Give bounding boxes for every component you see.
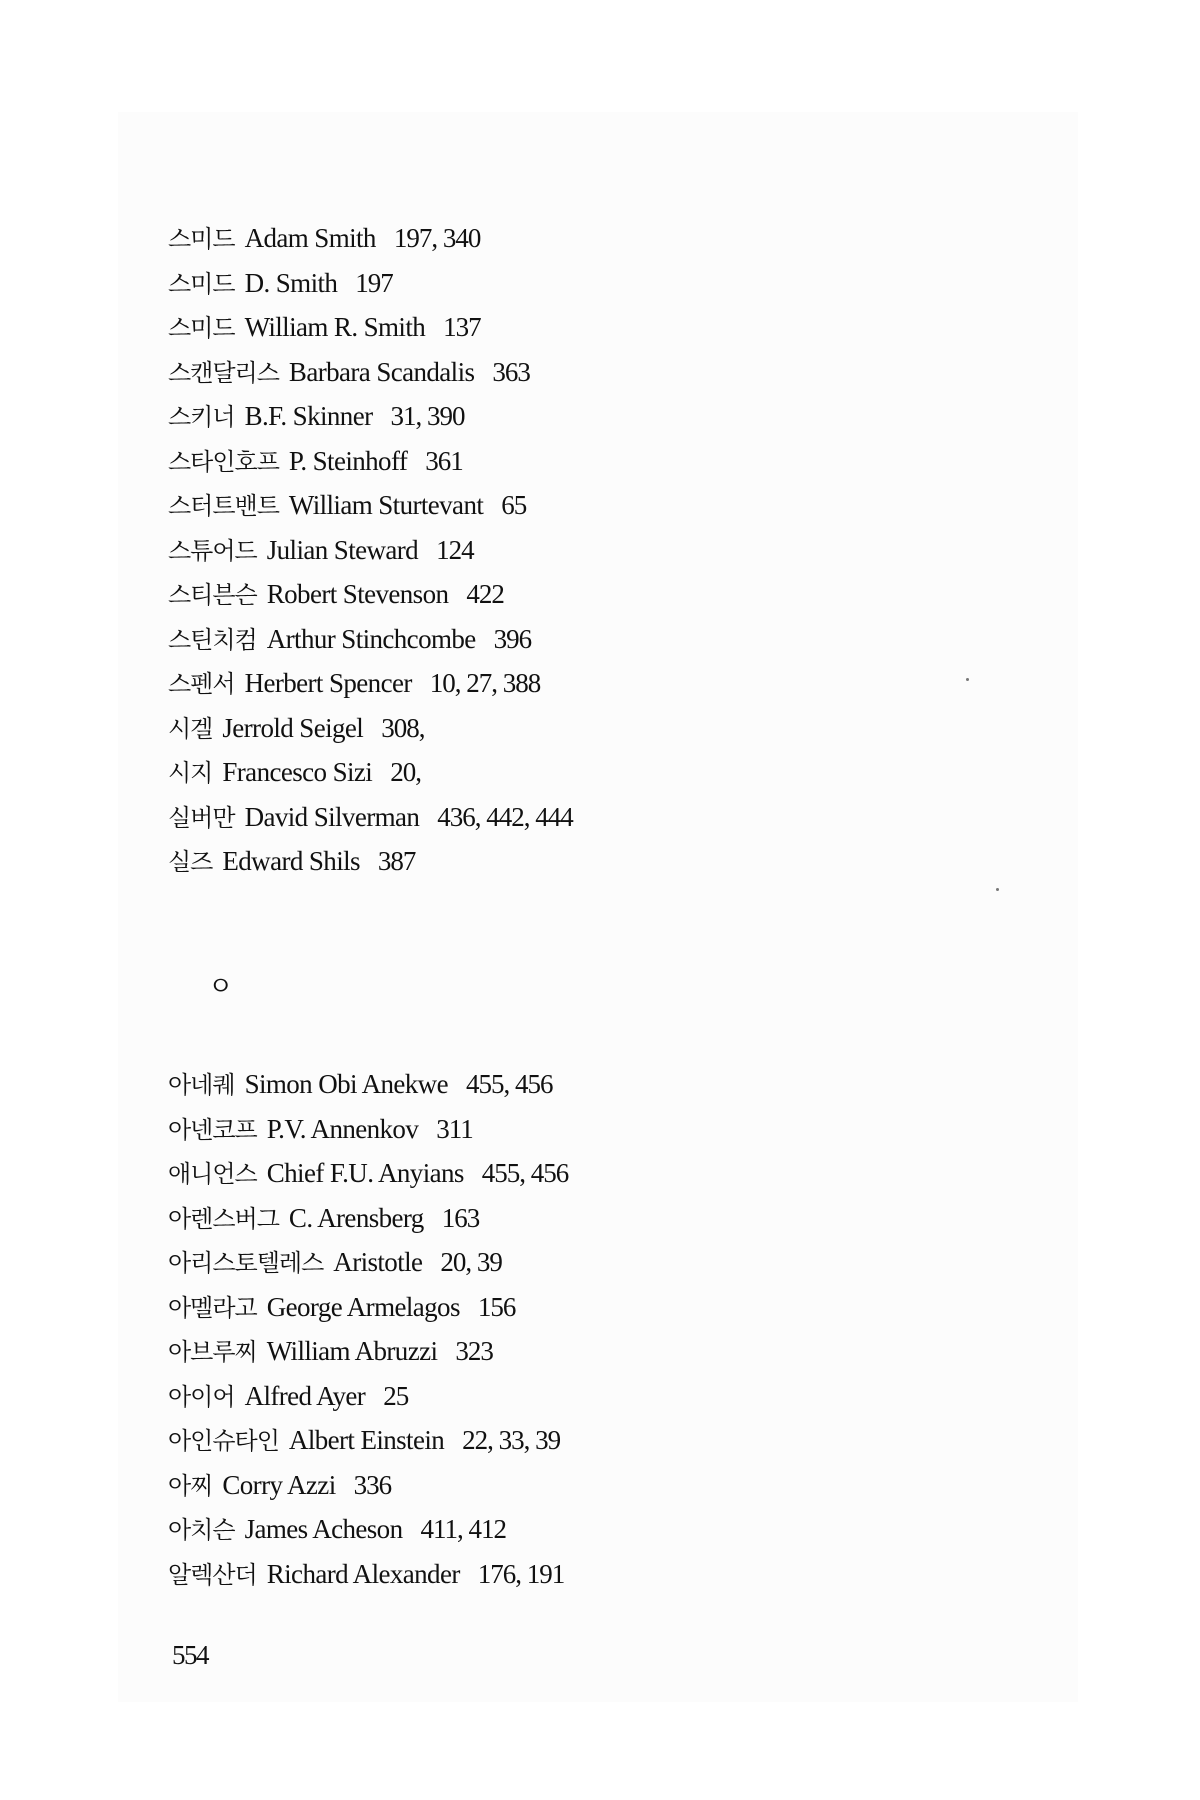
page-references: 436, 442, 444 (437, 801, 573, 832)
index-entry (168, 661, 988, 706)
korean-name: 아넨코프 (168, 1115, 257, 1144)
index-section-s (168, 216, 988, 884)
page-references: 176, 191 (477, 1558, 565, 1589)
page-references: 387 (377, 846, 416, 876)
korean-name: 알렉산더 (168, 1560, 257, 1589)
index-entry (168, 1240, 988, 1285)
english-name: Jerrold Seigel (222, 712, 364, 743)
korean-name: 아네퀘 (168, 1071, 235, 1099)
page-references: 363 (492, 356, 530, 387)
english-name: James Acheson (244, 1514, 403, 1544)
korean-name: 스틴치컴 (168, 625, 257, 654)
index-entry (168, 261, 988, 306)
korean-name: 스튜어드 (168, 536, 257, 565)
page-references: 31, 390 (390, 401, 465, 431)
page-references: 336 (353, 1469, 392, 1500)
korean-name: 아멜라고 (168, 1293, 257, 1322)
page-number: 554 (172, 1640, 208, 1670)
index-entry (168, 706, 988, 751)
korean-name: 실즈 (168, 848, 213, 876)
english-name: Chief F.U. Anyians (266, 1158, 464, 1188)
index-entry (168, 1507, 988, 1552)
index-entry (168, 305, 988, 350)
korean-name: 아치슨 (168, 1516, 235, 1544)
korean-name: 스키너 (168, 403, 235, 431)
korean-name: 시겔 (168, 714, 213, 743)
index-entry (168, 795, 988, 840)
english-name: William Sturtevant (288, 490, 484, 520)
page-references: 422 (466, 579, 504, 609)
index-entry (168, 1552, 988, 1597)
english-name: Edward Shils (222, 846, 360, 876)
english-name: P. Steinhoff (288, 445, 408, 476)
page-references: 124 (436, 534, 474, 565)
korean-name: 스미드 (168, 314, 235, 342)
page-references: 455, 456 (465, 1069, 553, 1099)
index-entry (168, 1418, 988, 1463)
page-references: 10, 27, 388 (429, 668, 541, 698)
english-name: Herbert Spencer (244, 668, 412, 698)
index-entry (168, 483, 988, 528)
index-entry (168, 439, 988, 484)
english-name: Simon Obi Anekwe (244, 1069, 448, 1099)
section-heading-ieung: ㅇ (208, 972, 234, 1002)
index-entry (168, 1285, 988, 1330)
korean-name: 아찌 (168, 1471, 213, 1500)
english-name: David Silverman (244, 801, 420, 832)
scan-speck (996, 888, 999, 891)
korean-name: 스티븐슨 (168, 581, 257, 609)
page-references: 22, 33, 39 (462, 1425, 561, 1455)
page-references: 308, (381, 712, 425, 743)
korean-name: 스펜서 (168, 670, 235, 698)
index-entry (168, 1107, 988, 1152)
index-entry (168, 1463, 988, 1508)
korean-name: 스타인호프 (168, 447, 279, 476)
korean-name: 시지 (168, 759, 213, 787)
english-name: Arthur Stinchcombe (266, 623, 476, 654)
index-entry (168, 1151, 988, 1196)
page-references: 311 (436, 1113, 473, 1144)
index-entry (168, 839, 988, 884)
korean-name: 실버만 (168, 803, 235, 832)
page-references: 65 (501, 490, 527, 520)
index-entry (168, 1062, 988, 1107)
page-references: 137 (443, 312, 481, 342)
english-name: William R. Smith (244, 312, 426, 342)
english-name: George Armelagos (266, 1291, 460, 1322)
index-entry (168, 216, 988, 261)
index-entry (168, 572, 988, 617)
index-entry (168, 1329, 988, 1374)
korean-name: 아이어 (168, 1382, 235, 1411)
korean-name: 아리스토텔레스 (168, 1249, 324, 1277)
korean-name: 스미드 (168, 269, 235, 298)
english-name: Adam Smith (244, 223, 376, 253)
english-name: Corry Azzi (222, 1469, 336, 1500)
korean-name: 아렌스버그 (168, 1204, 279, 1233)
english-name: Julian Steward (266, 534, 419, 565)
english-name: Francesco Sizi (222, 757, 373, 787)
page-references: 411, 412 (420, 1514, 506, 1544)
korean-name: 스미드 (168, 225, 235, 253)
page-references: 20, 39 (440, 1247, 502, 1277)
index-entry (168, 1196, 988, 1241)
index-entry (168, 528, 988, 573)
english-name: C. Arensberg (288, 1202, 424, 1233)
page-references: 156 (477, 1291, 516, 1322)
english-name: D. Smith (244, 267, 338, 298)
page-references: 163 (441, 1202, 480, 1233)
english-name: Alfred Ayer (244, 1380, 366, 1411)
english-name: P.V. Annenkov (266, 1113, 419, 1144)
korean-name: 아인슈타인 (168, 1427, 279, 1455)
index-entry (168, 1374, 988, 1419)
index-entry (168, 394, 988, 439)
korean-name: 아브루찌 (168, 1338, 257, 1366)
english-name: Robert Stevenson (266, 579, 449, 609)
page-references: 25 (383, 1380, 409, 1411)
index-section-ieung (168, 1062, 988, 1596)
english-name: Richard Alexander (266, 1558, 460, 1589)
korean-name: 애니언스 (168, 1160, 257, 1188)
english-name: Aristotle (333, 1247, 423, 1277)
english-name: William Abruzzi (266, 1336, 438, 1366)
page-references: 197, 340 (393, 223, 481, 253)
page-references: 455, 456 (481, 1158, 569, 1188)
page-references: 20, (390, 757, 421, 787)
page-references: 396 (493, 623, 532, 654)
english-name: B.F. Skinner (244, 401, 373, 431)
korean-name: 스터트밴트 (168, 492, 279, 520)
page-references: 323 (455, 1336, 493, 1366)
english-name: Albert Einstein (288, 1425, 445, 1455)
english-name: Barbara Scandalis (288, 356, 475, 387)
index-entry (168, 750, 988, 795)
index-entry (168, 617, 988, 662)
page-references: 197 (355, 267, 393, 298)
page-references: 361 (425, 445, 463, 476)
index-entry (168, 350, 988, 395)
korean-name: 스캔달리스 (168, 358, 279, 387)
scan-speck (966, 678, 969, 681)
